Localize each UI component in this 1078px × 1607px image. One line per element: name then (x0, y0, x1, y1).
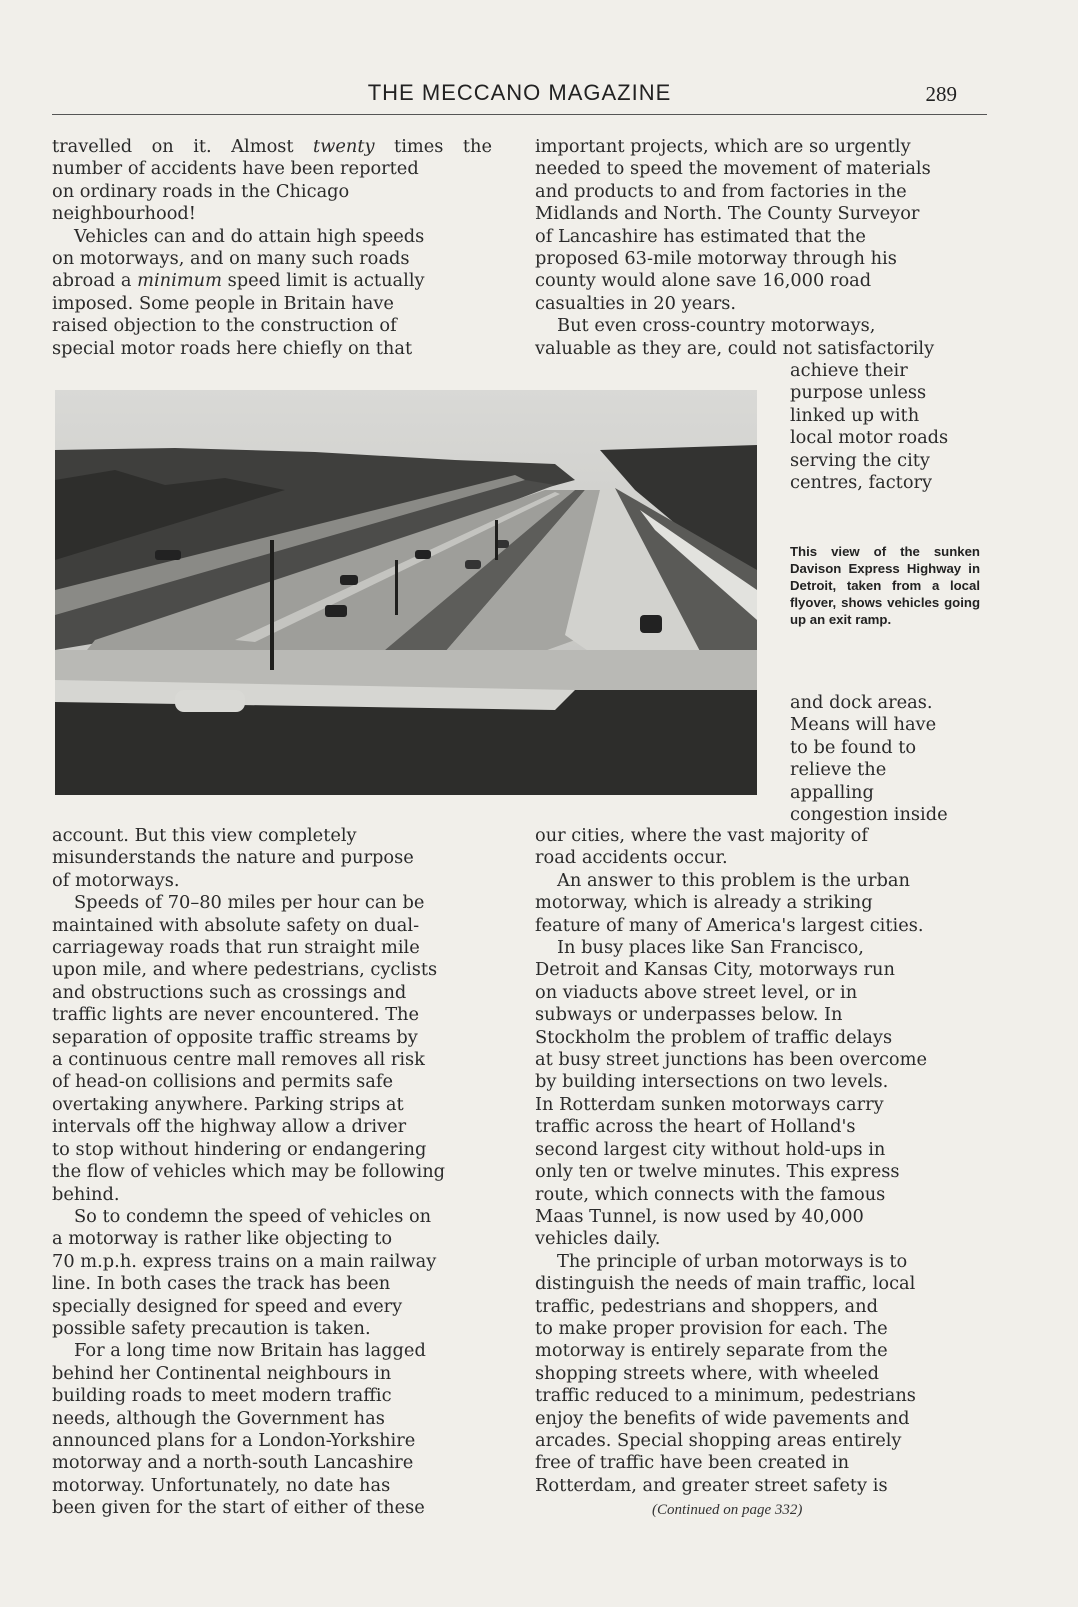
text-line: motorway is entirely separate from the (535, 1340, 888, 1362)
text-line: neighbourhood! (52, 203, 196, 225)
page-header (52, 80, 987, 112)
text-line: free of traffic have been created in (535, 1452, 850, 1474)
text-line: motorway, which is already a striking (535, 892, 873, 914)
text-line: travelled on it. Almost twenty times the (52, 136, 492, 157)
text-line: motorway. Unfortunately, no date has (52, 1474, 391, 1496)
narrow-column-bottom (790, 692, 980, 826)
text-line: 70 m.p.h. express trains on a main railway (52, 1250, 437, 1272)
left-column-top (52, 136, 492, 360)
text-line: misunderstands the nature and purpose (52, 847, 414, 869)
text-line: subways or underpasses below. In (535, 1004, 843, 1026)
text-line: Speeds of 70–80 miles per hour can be (74, 892, 425, 914)
text-line: second largest city without hold-ups in (535, 1138, 886, 1160)
text-line: traffic across the heart of Holland's (535, 1116, 856, 1138)
text-line: vehicles daily. (535, 1228, 661, 1250)
text-line: linked up with (790, 404, 920, 426)
text-line: needed to speed the movement of materials (535, 158, 931, 180)
text-line: the flow of vehicles which may be following (52, 1161, 446, 1183)
text-line: Maas Tunnel, is now used by 40,000 (535, 1205, 864, 1227)
continued-note: (Continued on page 332) (652, 1502, 803, 1518)
text-line: behind her Continental neighbours in (52, 1362, 392, 1384)
text-line: of motorways. (52, 869, 180, 891)
text-line: For a long time now Britain has lagged (74, 1340, 426, 1362)
text-line: In Rotterdam sunken motorways carry (535, 1093, 884, 1115)
text-line: county would alone save 16,000 road (535, 270, 872, 292)
text-line: only ten or twelve minutes. This express (535, 1161, 900, 1183)
text-line: announced plans for a London-Yorkshire (52, 1429, 416, 1451)
text-line: separation of opposite traffic streams by (52, 1026, 418, 1048)
text-line: Midlands and North. The County Surveyor (535, 203, 920, 225)
text-line: been given for the start of either of these (52, 1497, 425, 1519)
text-line: and dock areas. (790, 692, 933, 713)
text-line: An answer to this problem is the urban (557, 869, 910, 891)
text-line: traffic lights are never encountered. The (52, 1004, 420, 1026)
text-line: account. But this view completely (52, 825, 357, 846)
text-line: specially designed for speed and every (52, 1295, 403, 1317)
text-line: The principle of urban motorways is to (557, 1250, 908, 1272)
text-line: upon mile, and where pedestrians, cyclists (52, 959, 438, 981)
text-line: imposed. Some people in Britain have (52, 292, 394, 314)
text-line: special motor roads here chiefly on that (52, 337, 413, 359)
text-line: purpose unless (790, 382, 927, 404)
text-line: casualties in 20 years. (535, 292, 737, 314)
text-line: enjoy the benefits of wide pavements and (535, 1407, 910, 1429)
text-line: proposed 63-mile motorway through his (535, 248, 897, 270)
text-line: possible safety precaution is taken. (52, 1317, 371, 1339)
emphasis: minimum (137, 270, 222, 292)
text-line: Detroit and Kansas City, motorways run (535, 959, 895, 981)
text-line: of head-on collisions and permits safe (52, 1071, 393, 1093)
text-line: to make proper provision for each. The (535, 1317, 888, 1339)
text-line: shopping streets where, with wheeled (535, 1362, 879, 1384)
left-column-bottom (52, 825, 492, 1520)
photo-caption: This view of the sunken Davison Express Highway in Detroit, taken from a local flyover, shows vehicles going up an exit ramp. (790, 544, 980, 627)
text-line: raised objection to the construction of (52, 315, 397, 337)
text-line: and products to and from factories in the (535, 180, 907, 202)
text-line: Vehicles can and do attain high speeds (74, 225, 425, 247)
emphasis: twenty (313, 136, 375, 157)
text-line: traffic, pedestrians and shoppers, and (535, 1295, 878, 1317)
text-line: road accidents occur. (535, 847, 728, 869)
text-line: relieve the (790, 759, 887, 781)
text-line: and obstructions such as crossings and (52, 981, 407, 1003)
text-line: serving the city (790, 449, 930, 471)
header-rule (52, 114, 987, 115)
text-line: important projects, which are so urgently (535, 136, 911, 157)
text-line: to stop without hindering or endangering (52, 1138, 427, 1160)
text-line: abroad a minimum speed limit is actually (52, 270, 425, 292)
text-line: feature of many of America's largest cities. (535, 914, 924, 936)
text-line: by building intersections on two levels. (535, 1071, 889, 1093)
text-line: So to condemn the speed of vehicles on (74, 1205, 432, 1227)
text-line: at busy street junctions has been overcome (535, 1049, 927, 1071)
text-line: traffic reduced to a minimum, pedestrians (535, 1385, 916, 1407)
text-line: appalling (790, 781, 874, 803)
highway-photo (55, 390, 757, 795)
text-line: behind. (52, 1183, 120, 1205)
right-column-top (535, 136, 975, 360)
text-line: overtaking anywhere. Parking strips at (52, 1093, 404, 1115)
text-line: on motorways, and on many such roads (52, 248, 410, 270)
text-line: number of accidents have been reported (52, 158, 419, 180)
text-line: building roads to meet modern traffic (52, 1385, 392, 1407)
text-line: of Lancashire has estimated that the (535, 225, 866, 247)
text-line: carriageway roads that run straight mile (52, 937, 420, 959)
text-line: Rotterdam, and greater street safety is (535, 1474, 888, 1496)
text-line: maintained with absolute safety on dual- (52, 914, 420, 936)
text-line: to be found to (790, 736, 917, 758)
text-line: congestion inside (790, 804, 948, 826)
text-line: intervals off the highway allow a driver (52, 1116, 407, 1138)
text-line: achieve their (790, 360, 908, 381)
text-line: our cities, where the vast majority of (535, 825, 868, 846)
magazine-title: THE MECCANO MAGAZINE (367, 80, 672, 105)
text-line: line. In both cases the track has been (52, 1273, 391, 1295)
text-line: motorway and a north-south Lancashire (52, 1452, 414, 1474)
text-line: on ordinary roads in the Chicago (52, 180, 350, 202)
right-column-bottom (535, 825, 975, 1497)
text-line: arcades. Special shopping areas entirely (535, 1429, 902, 1451)
text-line: valuable as they are, could not satisfactorily (535, 337, 935, 359)
text-line: But even cross-country motorways, (557, 315, 876, 337)
text-line: route, which connects with the famous (535, 1183, 886, 1205)
narrow-column-top (790, 360, 980, 494)
text-line: a continuous centre mall removes all risk (52, 1049, 425, 1071)
text-line: local motor roads (790, 427, 949, 449)
text-line: Means will have (790, 714, 937, 736)
text-line: centres, factory (790, 472, 933, 494)
text-line: needs, although the Government has (52, 1407, 385, 1429)
page-number: 289 (925, 82, 957, 106)
text-line: In busy places like San Francisco, (557, 937, 864, 959)
text-line: a motorway is rather like objecting to (52, 1228, 393, 1250)
text-line: on viaducts above street level, or in (535, 981, 858, 1003)
text-line: Stockholm the problem of traffic delays (535, 1026, 893, 1048)
text-line: distinguish the needs of main traffic, local (535, 1273, 916, 1295)
